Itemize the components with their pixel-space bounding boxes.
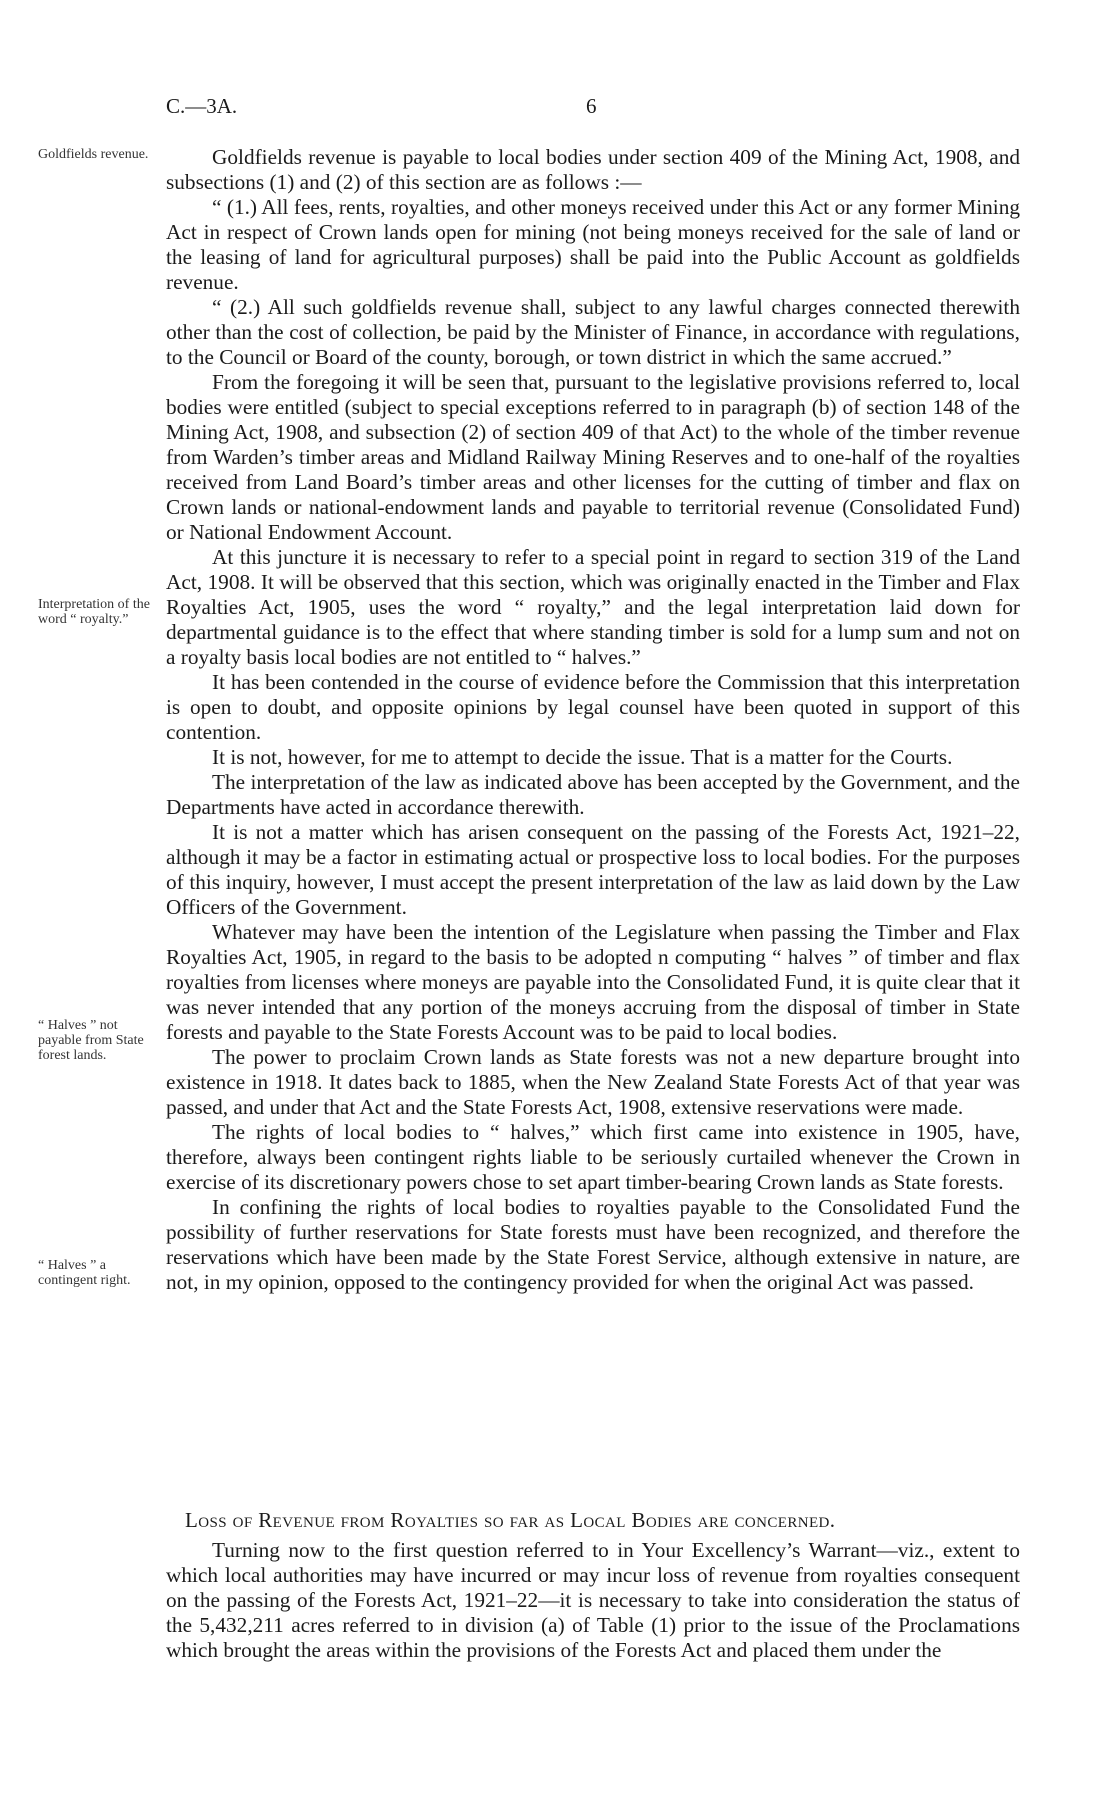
- quoted-subsection: “ (1.) All fees, rents, royalties, and other moneys received under this Act or any former Mining Act in respect of Crown lands open for mining (not being moneys received for the sale of land or the leasing of land for agricultural purposes) shall be paid into the Public Account as goldfields revenue.: [166, 195, 1020, 294]
- quoted-subsection: “ (2.) All such goldfields revenue shall, subject to any lawful charges connected therewith other than the cost of collection, be paid by the Minister of Finance, in accordance with regulations, to the Council or Board of the county, borough, or town district in which the same accrued.”: [166, 295, 1020, 369]
- paragraph: Goldfields revenue is payable to local bodies under section 409 of the Mining Act, 1908, and subsections (1) and (2) of this section are as follows :—: [166, 145, 1020, 194]
- section-text: [166, 1538, 1020, 1663]
- section-heading: Loss of Revenue from Royalties so far as Local Bodies are concerned.: [185, 1508, 836, 1532]
- paragraph: The power to proclaim Crown lands as State forests was not a new departure brought into existence in 1918. It dates back to 1885, when the New Zealand State Forests Act of that year was passed, and under that Act and the State Forests Act, 1908, extensive reservations were made.: [166, 1045, 1020, 1119]
- paragraph: It is not, however, for me to attempt to decide the issue. That is a matter for the Courts.: [212, 745, 953, 769]
- margin-note-interpretation: Interpretation of the word “ royalty.”: [38, 597, 150, 627]
- paragraph: It is not a matter which has arisen consequent on the passing of the Forests Act, 1921–22, although it may be a factor in estimating actual or prospective loss to local bodies. For the purposes of this inquiry, however, I must accept the present interpretation of the law as laid down by the Law Officers of the Government.: [166, 820, 1020, 919]
- main-text: [166, 145, 1020, 1295]
- paragraph: From the foregoing it will be seen that, pursuant to the legislative provisions referred to, local bodies were entitled (subject to special exceptions referred to in paragraph (b) of section 148 of the Mining Act, 1908, and subsection (2) of section 409 of that Act) to the whole of the timber revenue from Warden’s timber areas and Midland Railway Mining Reserves and to one-half of the royalties received from Land Board’s timber areas and other licenses for the cutting of timber and flax on Crown lands or national-endowment lands and payable to territorial revenue (Consolidated Fund) or National Endowment Account.: [166, 370, 1020, 544]
- paragraph: In confining the rights of local bodies to royalties payable to the Consolidated Fund the possibility of further reservations for State forests must have been recognized, and therefore the reservations which have been made by the State Forest Service, although extensive in nature, are not, in my opinion, opposed to the contingency provided for when the original Act was passed.: [166, 1195, 1020, 1294]
- margin-note-contingent-right: “ Halves ” a contingent right.: [38, 1258, 131, 1288]
- page-number: 6: [586, 94, 597, 118]
- paragraph: Turning now to the first question referred to in Your Excellency’s Warrant—viz., extent to which local authorities may have incurred or may incur loss of revenue from royalties consequent on the passing of the Forests Act, 1921–22—it is necessary to take into consideration the status of the 5,432,211 acres referred to in division (a) of Table (1) prior to the issue of the Proclamations which brought the areas within the provisions of the Forests Act and placed them under the: [166, 1538, 1020, 1662]
- document-reference: C.—3A.: [166, 94, 238, 118]
- margin-note-halves-not-payable: “ Halves ” not payable from State forest lands.: [38, 1018, 144, 1063]
- margin-note-goldfields: Goldfields revenue.: [38, 147, 149, 162]
- paragraph: Whatever may have been the intention of the Legislature when passing the Timber and Flax Royalties Act, 1905, in regard to the basis to be adopted n computing “ halves ” of timber and flax royalties from licenses where moneys are payable into the Consolidated Fund, it is quite clear that it was never intended that any portion of the moneys accruing from the disposal of timber in State forests and payable to the State Forests Account was to be paid to local bodies.: [166, 920, 1020, 1044]
- paragraph: The rights of local bodies to “ halves,” which first came into existence in 1905, have, therefore, always been contingent rights liable to be seriously curtailed whenever the Crown in exercise of its discretionary powers chose to set apart timber-bearing Crown lands as State forests.: [166, 1120, 1020, 1194]
- paragraph: It has been contended in the course of evidence before the Commission that this interpretation is open to doubt, and opposite opinions by legal counsel have been quoted in support of this contention.: [166, 670, 1020, 744]
- paragraph: The interpretation of the law as indicated above has been accepted by the Government, and the Departments have acted in accordance therewith.: [166, 770, 1020, 819]
- page-header: [166, 94, 1026, 124]
- paragraph: At this juncture it is necessary to refer to a special point in regard to section 319 of the Land Act, 1908. It will be observed that this section, which was originally enacted in the Timber and Flax Royalties Act, 1905, uses the word “ royalty,” and the legal interpretation laid down for departmental guidance is to the effect that where standing timber is sold for a lump sum and not on a royalty basis local bodies are not entitled to “ halves.”: [166, 545, 1020, 669]
